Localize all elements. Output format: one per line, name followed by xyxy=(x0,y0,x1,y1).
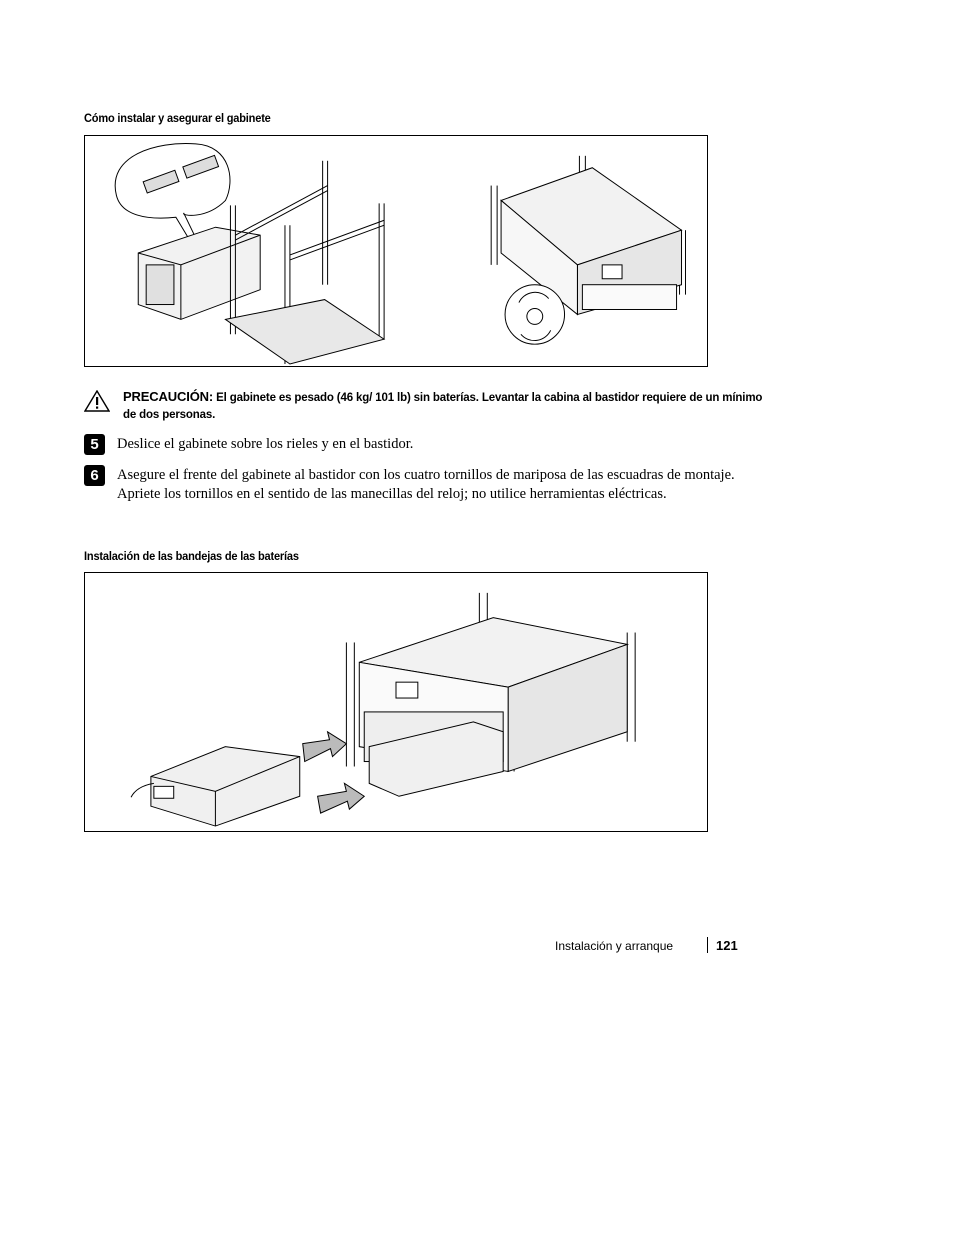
section-heading-battery-trays: Instalación de las bandejas de las baterías xyxy=(84,549,299,563)
step-number-badge: 6 xyxy=(84,465,105,486)
step-text: Deslice el gabinete sobre los rieles y en el bastidor. xyxy=(117,436,414,452)
step-text: Asegure el frente del gabinete al bastidor con los cuatro tornillos de mariposa de las escuadras de montaje. Apriete los tornillos en el sentido de las manecillas del reloj; no utilice herramientas eléctricas. xyxy=(117,467,735,502)
page-number: 121 xyxy=(716,938,738,953)
caution-message: El gabinete es pesado (46 kg/ 101 lb) sin baterías. Levantar la cabina al bastidor requiere de un mínimo de dos personas. xyxy=(123,392,763,421)
caution-text-block xyxy=(123,388,763,424)
section-heading-install-cabinet: Cómo instalar y asegurar el gabinete xyxy=(84,111,271,125)
footer-section-title: Instalación y arranque xyxy=(555,939,674,953)
illustration-battery-trays xyxy=(85,573,707,831)
step-number-badge: 5 xyxy=(84,434,105,455)
footer-divider xyxy=(707,937,708,953)
illustration-cabinet-rack xyxy=(85,136,707,366)
figure-install-cabinet xyxy=(84,135,708,367)
warning-triangle-icon xyxy=(84,390,110,412)
caution-label: PRECAUCIÓN: xyxy=(123,389,214,404)
figure-battery-trays xyxy=(84,572,708,832)
